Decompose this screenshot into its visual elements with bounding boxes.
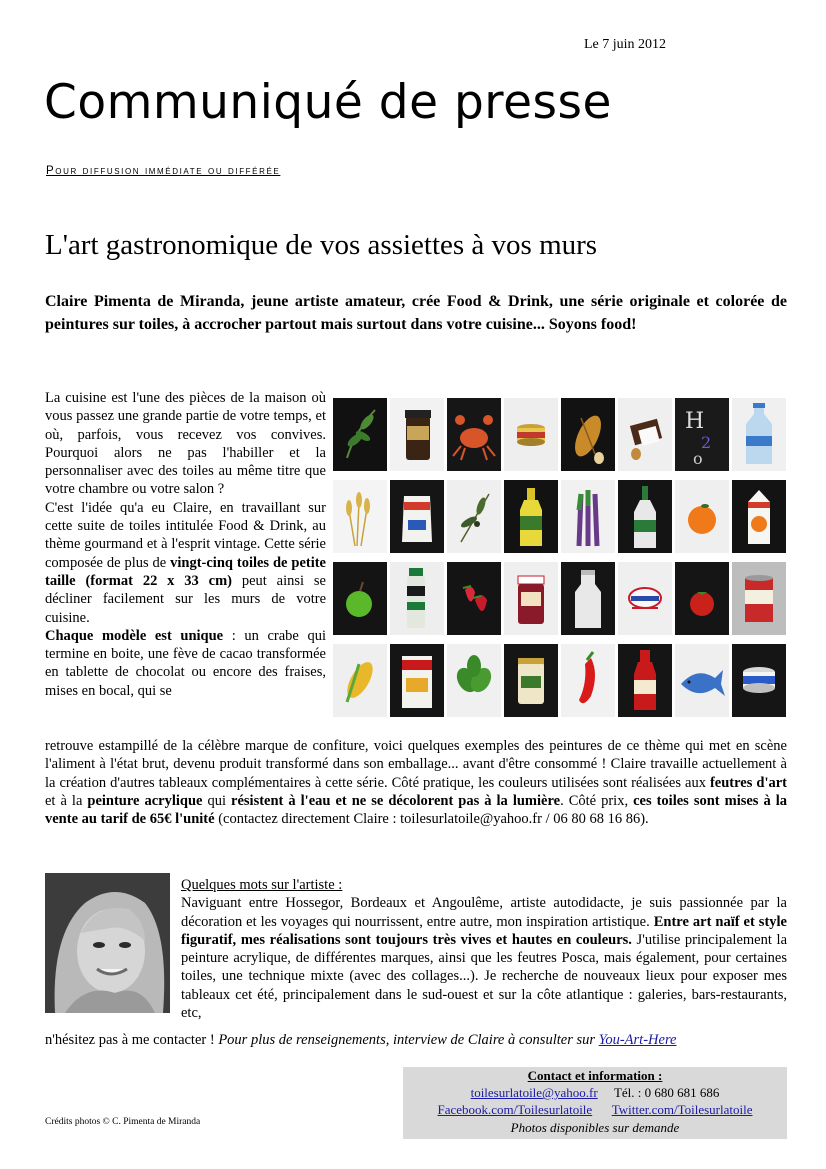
- tomato-can-painting: [732, 562, 786, 635]
- intro-text: [45, 389, 326, 700]
- oil-bottle-painting: [504, 480, 558, 553]
- interview-note: Pour plus de renseignements, interview de Claire à consulter sur: [218, 1032, 599, 1048]
- page-title: Communiqué de presse: [44, 75, 612, 130]
- contact-box: [403, 1067, 787, 1139]
- milk-bottle-painting: [390, 562, 444, 635]
- series-text: C'est l'idée qu'a eu Claire, en travaillant sur cette suite de toiles intitulée Food & Drink, au thème gourmand et à l'esprit vintage. Cette série composée de plus de: [45, 499, 326, 571]
- artist-contact-line: [45, 1031, 787, 1049]
- acrylic-paint: peinture acrylique: [87, 792, 203, 809]
- headline: L'art gastronomique de vos assiettes à vos murs: [45, 229, 598, 261]
- hot-sauce-painting: [618, 644, 672, 717]
- svg-text:o: o: [693, 449, 703, 468]
- corn-painting: [333, 644, 387, 717]
- main-text-start: retrouve estampillé de la célèbre marque de confiture, voici quelques exemples des peintures de ce thème qui met en scène l'aliment à l'état brut, devenu produit transformé dans son emballage... avant d'être consommé ! Claire travaille actuellement à la création d'autres tableaux complémentaires à cette série. Côté pratique, les couleurs utilisées sont réalisées aux: [45, 738, 787, 791]
- artist-text-end: J'utilise principalement la peinture acrylique, de différentes marques, ainsi que les feutres Posca, mais également, pour certaines toiles, une technique mixte (avec des collages...). Je recherche de nouveaux lieux pour exposer mes tableaux cet été, principalement dans le sud-ouest et sur la côte atlantique : galeries, bars-restaurants, etc,: [181, 931, 787, 1022]
- art-markers: feutres d'art: [709, 774, 787, 791]
- tuna-can-painting: [732, 644, 786, 717]
- pesto-jar-painting: [504, 644, 558, 717]
- price-note: ces toiles sont mises à la vente au tarif de 65€ l'unité: [45, 792, 787, 828]
- chocolate-bar-painting: [618, 398, 672, 471]
- flour-bag-painting: [390, 480, 444, 553]
- main-text-conj-2: qui: [202, 792, 232, 809]
- juice-carton-painting: [732, 480, 786, 553]
- cacao-pod-painting: [561, 398, 615, 471]
- tuna-painting: [675, 644, 729, 717]
- contact-inline: (contactez directement Claire : toilesurlatoile@yahoo.fr / 06 80 68 16 86).: [214, 811, 649, 828]
- jam-jar-painting: [504, 562, 558, 635]
- contact-title: Contact et information :: [527, 1068, 663, 1083]
- milk-jug-painting: [561, 562, 615, 635]
- water-bottle-painting: [732, 398, 786, 471]
- cheese-box-painting: [618, 562, 672, 635]
- h2o-painting: [675, 398, 729, 471]
- olive-branch-painting: [447, 480, 501, 553]
- svg-text:H: H: [685, 409, 705, 434]
- vinegar-bottle-painting: [618, 480, 672, 553]
- photos-note: Photos disponibles sur demande: [510, 1119, 680, 1135]
- tomato-painting: [675, 562, 729, 635]
- artist-text-start: Naviguant entre Hossegor, Bordeaux et Angoulême, artiste autodidacte, je suis passionnée par la décoration et les voyages qui nourrissent, entre autre, mon inspiration artistique.: [181, 895, 787, 930]
- series-text-end: peut ainsi se décliner facilement sur les murs de votre cuisine.: [45, 572, 326, 626]
- resistance-note: résistent à l'eau et ne se décolorent pas à la lumière: [231, 792, 561, 809]
- unique-text: : un crabe qui termine en boite, une fève de cacao transformée en tablette de chocolat ou encore des fraises, mises en bocal, qui se: [45, 627, 326, 699]
- paragraph-kitchen: La cuisine est l'une des pièces de la maison où vous passez une grande partie de votre temps, et où, parfois, vous recevez vos convives. Pourquoi alors ne pas l'habiller et la personnaliser avec des toiles au même titre que votre chambre ou votre salon ?: [45, 390, 326, 498]
- orange-painting: [675, 480, 729, 553]
- phone-number: Tél. : 0 680 681 686: [613, 1085, 720, 1101]
- facebook-link[interactable]: Facebook.com/Toilesurlatoile: [437, 1102, 593, 1118]
- photo-credits: Crédits photos © C. Pimenta de Miranda: [45, 1117, 201, 1127]
- cornflakes-box-painting: [390, 644, 444, 717]
- artist-heading: Quelques mots sur l'artiste :: [181, 877, 343, 893]
- main-text-conj-1: et à la: [45, 792, 88, 809]
- chili-pepper-painting: [561, 644, 615, 717]
- wheat-painting: [333, 480, 387, 553]
- twitter-link[interactable]: Twitter.com/Toilesurlatoile: [611, 1102, 753, 1118]
- distribution-note: Pour diffusion immédiate ou différée: [46, 165, 281, 177]
- date: Le 7 juin 2012: [584, 37, 667, 52]
- main-text-conj-3: . Côté prix,: [560, 792, 634, 809]
- unique-label: Chaque modèle est unique: [45, 627, 224, 644]
- artist-section: [181, 876, 787, 1022]
- leaf-painting: [333, 398, 387, 471]
- artist-style: Entre art naïf et style figuratif, mes réalisations sont toujours très vives et hautes en couleurs.: [181, 913, 787, 948]
- main-text: [45, 737, 787, 828]
- artist-photo: [45, 873, 170, 1013]
- strawberries-painting: [447, 562, 501, 635]
- email-link[interactable]: toilesurlatoile@yahoo.fr: [470, 1085, 598, 1101]
- coffee-jar-painting: [390, 398, 444, 471]
- leek-painting: [561, 480, 615, 553]
- crab-can-painting: [504, 398, 558, 471]
- svg-text:2: 2: [701, 433, 712, 452]
- painting-gallery: [333, 398, 786, 726]
- apple-painting: [333, 562, 387, 635]
- you-art-here-link[interactable]: You-Art-Here: [598, 1032, 677, 1048]
- paragraph-unique: [45, 627, 326, 700]
- artist-contact-text: n'hésitez pas à me contacter !: [45, 1032, 219, 1048]
- series-format: vingt-cinq toiles de petite taille (format 22 x 33 cm): [45, 554, 326, 589]
- crab-painting: [447, 398, 501, 471]
- basil-painting: [447, 644, 501, 717]
- lead-paragraph: Claire Pimenta de Miranda, jeune artiste amateur, crée Food & Drink, une série originale et colorée de peintures sur toiles, à accrocher partout mais surtout dans votre cuisine... Soyons food!: [45, 293, 787, 333]
- paragraph-series: [45, 499, 326, 627]
